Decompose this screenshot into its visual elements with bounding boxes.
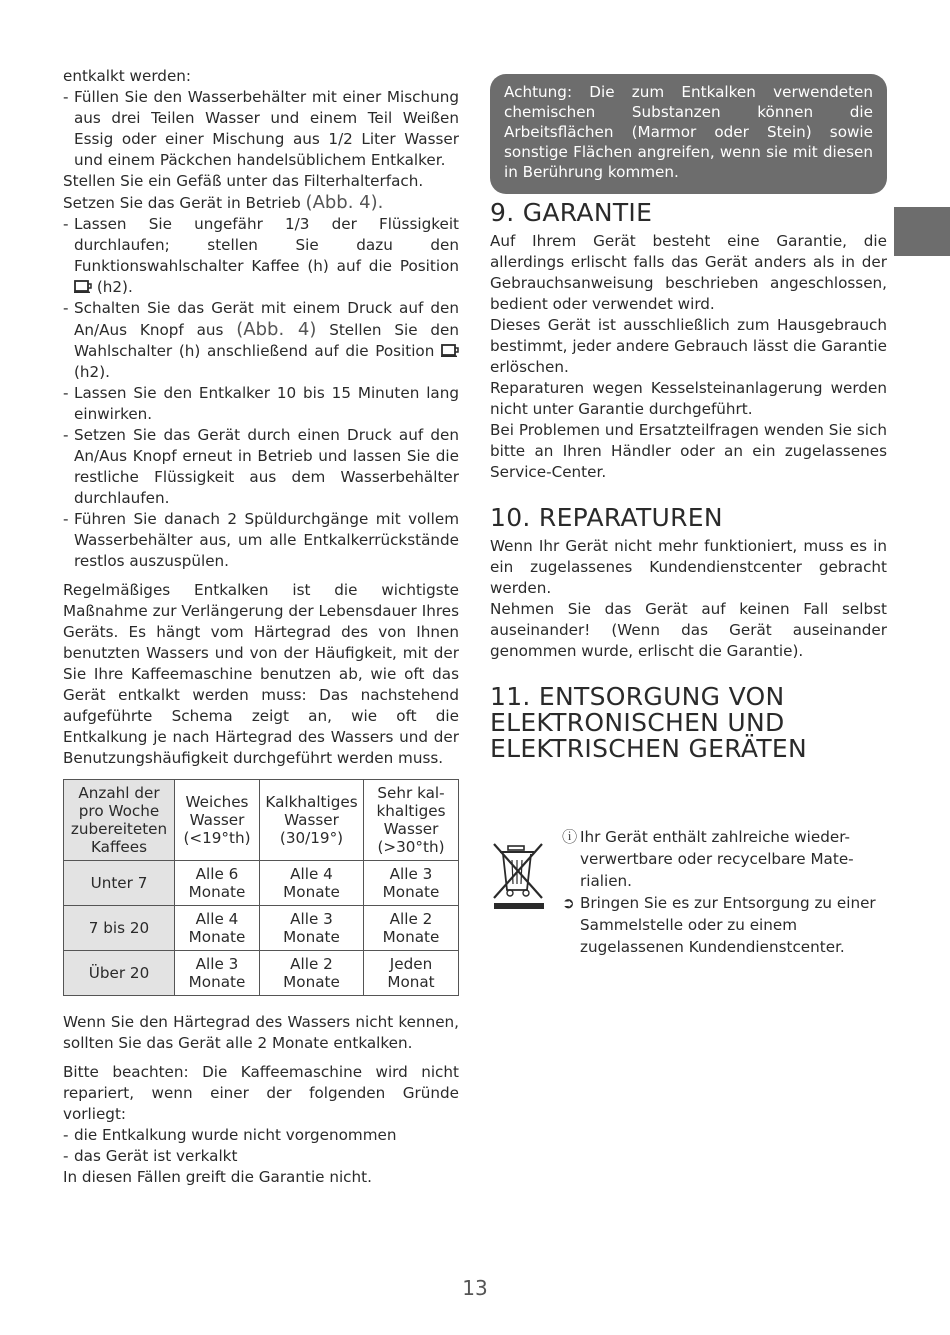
right-column <box>490 74 887 762</box>
paragraph-bitte-beachten: Bitte beachten: Die Kaffeemaschine wird nicht repariert, wenn einer der folgenden Gründe vorliegt: <box>63 1063 459 1123</box>
list-item: - Führen Sie danach 2 Spüldurchgänge mit vollem Wasserbehälter aus, um alle Entkalkerrückstände restlos auszuspülen. <box>63 510 459 570</box>
paragraph: Reparaturen wegen Kesselsteinanlagerung werden nicht unter Garantie durchgeführt. <box>490 379 887 418</box>
coffee-cup-icon <box>74 280 92 293</box>
list-item: - Lassen Sie ungefähr 1/3 der Flüssigkeit durchlaufen; stellen Sie dazu den Funktionswahlschalter Kaffee (h) auf die Position (h2). <box>63 215 459 296</box>
info-icon: ⓘ <box>562 828 578 846</box>
disposal-list <box>562 826 890 958</box>
section-title-garantie: 9. GARANTIE <box>490 198 653 227</box>
descaling-table <box>63 779 459 996</box>
intro-line: entkalkt werden: <box>63 67 192 85</box>
list-item: - die Entkalkung wurde nicht vorgenommen <box>63 1126 397 1144</box>
paragraph: Nehmen Sie das Gerät auf keinen Fall selbst auseinander! (Wenn das Gerät auseinander genommen wurde, erlischt die Garantie). <box>490 600 887 660</box>
paragraph: Dieses Gerät ist ausschließlich zum Hausgebrauch bestimmt, jeder andere Gebrauch lässt die Garantie erlöschen. <box>490 316 887 376</box>
section-tab-marker <box>894 207 950 256</box>
paragraph-haertegrad: Wenn Sie den Härtegrad des Wassers nicht kennen, sollten Sie das Gerät alle 2 Monate entkalken. <box>63 1013 459 1052</box>
list-item: - Füllen Sie den Wasserbehälter mit einer Mischung aus drei Teilen Wasser und einem Teil Weißen Essig oder einer Mischung aus 1/2 Liter Wasser und einem Päckchen handelsüblichem Entkalker. <box>63 88 459 169</box>
crossed-out-bin-icon <box>490 840 548 910</box>
table-row: Über 20 Alle 3 Monate Alle 2 Monate Jeden Monat <box>64 951 459 996</box>
warning-box: Achtung: Die zum Entkalken verwendeten chemischen Substanzen können die Arbeitsflächen (Marmor oder Stein) sowie sonstige Flächen angreifen, wenn sie mit diesen in Berührung kommen. <box>490 74 887 194</box>
table-row: Unter 7 Alle 6 Monate Alle 4 Monate Alle 3 Monate <box>64 861 459 906</box>
list-item: ⓘ Ihr Gerät enthält zahlreiche wieder-verwertbare oder recycelbare Mate-rialien. <box>562 828 854 890</box>
list-item: - Lassen Sie den Entkalker 10 bis 15 Minuten lang einwirken. <box>63 384 459 423</box>
table-header-row: Anzahl der pro Woche zubereiteten Kaffees Weiches Wasser (<19°th) Kalkhaltiges Wasser (30/19°) Sehr kal-khaltiges Wasser (>30°th) <box>64 780 459 861</box>
list-item: ➲ Bringen Sie es zur Entsorgung zu einer Sammelstelle oder zu einem zugelassenen Kundendienstcenter. <box>562 894 876 956</box>
section-title-entsorgung: 11. ENTSORGUNG VON ELEKTRONISCHEN UND ELEKTRISCHEN GERÄTEN <box>490 682 808 763</box>
instruction-line: Setzen Sie das Gerät in Betrieb (Abb. 4). <box>63 192 384 213</box>
coffee-cup-icon <box>441 344 459 357</box>
section-title-reparaturen: 10. REPARATUREN <box>490 503 723 532</box>
list-item: - das Gerät ist verkalkt <box>63 1147 238 1165</box>
figure-reference: (Abb. 4). <box>305 192 384 213</box>
left-column <box>63 66 459 1188</box>
closing-line: In diesen Fällen greift die Garantie nicht. <box>63 1168 372 1186</box>
list-item: - Setzen Sie das Gerät durch einen Druck auf den An/Aus Knopf erneut in Betrieb und lassen Sie die restliche Flüssigkeit aus dem Wasserbehälter durchlaufen. <box>63 426 459 507</box>
paragraph: Bei Problemen und Ersatzteilfragen wenden Sie sich bitte an Ihren Händler oder an ein zugelassenes Service-Center. <box>490 421 887 481</box>
instruction-line: Stellen Sie ein Gefäß unter das Filterhalterfach. <box>63 172 424 190</box>
figure-reference: (Abb. 4) <box>236 319 317 340</box>
list-item: - Schalten Sie das Gerät mit einem Druck auf den An/Aus Knopf aus (Abb. 4) Stellen Sie den Wahlschalter (h) anschließend auf die Position (h2). <box>63 299 459 381</box>
paragraph-regelmaessig: Regelmäßiges Entkalken ist die wichtigste Maßnahme zur Verlängerung der Lebensdauer Ihres Geräts. Es hängt vom Härtegrad des von Ihnen benutzten Wassers und von der Häufigkeit, mit der Sie Ihre Kaffeemaschine benutzen ab, wie oft das Gerät entkalkt werden muss: Das nachstehend aufgeführte Schema zeigt an, wie oft die Entkalkung je nach Härtegrad des Wassers und der Benutzungshäufigkeit durchgeführt werden muss. <box>63 581 459 767</box>
arrow-icon: ➲ <box>562 894 575 912</box>
page-number: 13 <box>462 1276 488 1300</box>
paragraph: Auf Ihrem Gerät besteht eine Garantie, die allerdings erlischt falls das Gerät anders als in der Gebrauchsanweisung beschrieben angeschlossen, bedient oder verwendet wird. <box>490 232 887 313</box>
table-row: 7 bis 20 Alle 4 Monate Alle 3 Monate Alle 2 Monate <box>64 906 459 951</box>
paragraph: Wenn Ihr Gerät nicht mehr funktioniert, muss es in ein zugelassenes Kundendienstcenter gebracht werden. <box>490 537 887 597</box>
